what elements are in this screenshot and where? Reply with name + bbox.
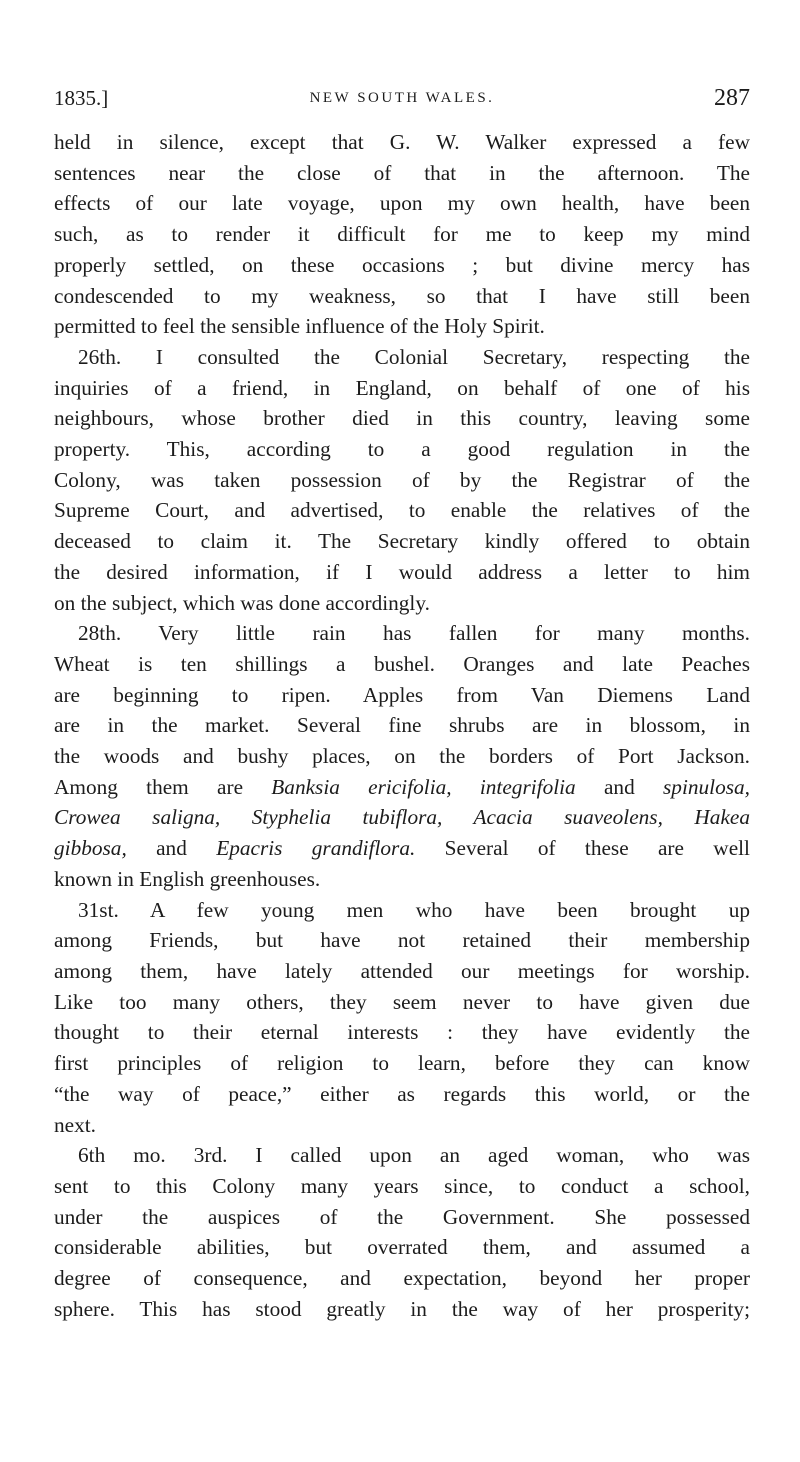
text-line: first principles of religion to learn, before they can know bbox=[54, 1051, 750, 1076]
header-year: 1835.] bbox=[54, 86, 109, 110]
running-head bbox=[54, 80, 750, 116]
text-line: property. This, according to a good regulation in the bbox=[54, 437, 750, 462]
species-names: Banksia ericifolia, integrifolia bbox=[271, 774, 576, 799]
text-line: the woods and bushy places, on the borders of Port Jackson. bbox=[54, 744, 750, 769]
text-line: next. bbox=[54, 1112, 96, 1137]
text-line: on the subject, which was done accordingly. bbox=[54, 590, 430, 615]
text-line: inquiries of a friend, in England, on behalf of one of his bbox=[54, 375, 750, 400]
text-line: deceased to claim it. The Secretary kindly offered to obtain bbox=[54, 529, 750, 554]
text-line: Supreme Court, and advertised, to enable the relatives of the bbox=[54, 498, 750, 523]
text-line: sphere. This has stood greatly in the way of her prosperity; bbox=[54, 1296, 750, 1321]
text-line: under the auspices of the Government. She possessed bbox=[54, 1204, 750, 1229]
species-name: gibbosa, bbox=[54, 836, 127, 861]
text-line: sentences near the close of that in the afternoon. The bbox=[54, 160, 750, 185]
paragraph-1 bbox=[54, 127, 750, 342]
text-line: neighbours, whose brother died in this country, leaving some bbox=[54, 406, 750, 431]
species-names: Crowea saligna, Styphelia tubiflora, Acacia suaveolens, Hakea bbox=[54, 805, 750, 830]
text-line: properly settled, on these occasions ; but divine mercy has bbox=[54, 252, 750, 277]
body-text bbox=[54, 127, 750, 1324]
text-run: Several of these are well bbox=[415, 836, 750, 861]
text-line: thought to their eternal interests : they have evidently the bbox=[54, 1020, 750, 1045]
text-line: the desired information, if I would address a letter to him bbox=[54, 559, 750, 584]
text-line: Like too many others, they seem never to have given due bbox=[54, 989, 750, 1014]
paragraph-28th bbox=[54, 618, 750, 894]
text-line-species bbox=[54, 833, 750, 864]
text-line: effects of our late voyage, upon my own health, have been bbox=[54, 191, 750, 216]
paragraph-31st bbox=[54, 895, 750, 1141]
text-line: Colony, was taken possession of by the Registrar of the bbox=[54, 467, 750, 492]
text-line: Wheat is ten shillings a bushel. Oranges and late Peaches bbox=[54, 651, 750, 676]
paragraph-26th bbox=[54, 342, 750, 618]
page-number: 287 bbox=[714, 85, 750, 111]
text-line: 6th mo. 3rd. I called upon an aged woman, who was bbox=[78, 1143, 750, 1168]
text-line: among them, have lately attended our meetings for worship. bbox=[54, 958, 750, 983]
text-line-species bbox=[54, 802, 750, 833]
text-run: Among them are bbox=[54, 774, 272, 799]
text-run: and bbox=[575, 774, 664, 799]
text-line: considerable abilities, but overrated them, and assumed a bbox=[54, 1235, 750, 1260]
text-line: 26th. I consulted the Colonial Secretary, respecting the bbox=[78, 344, 750, 369]
text-line: “the way of peace,” either as regards this world, or the bbox=[54, 1081, 750, 1106]
text-line: condescended to my weakness, so that I have still been bbox=[54, 283, 750, 308]
text-line: are beginning to ripen. Apples from Van Diemens Land bbox=[54, 682, 750, 707]
text-line: permitted to feel the sensible influence of the Holy Spirit. bbox=[54, 314, 545, 339]
text-line: known in English greenhouses. bbox=[54, 866, 321, 891]
header-title: NEW SOUTH WALES. bbox=[309, 90, 495, 106]
text-line: are in the market. Several fine shrubs are in blossom, in bbox=[54, 713, 750, 738]
text-line: sent to this Colony many years since, to conduct a school, bbox=[54, 1173, 750, 1198]
text-line: 28th. Very little rain has fallen for many months. bbox=[78, 621, 750, 646]
text-line: among Friends, but have not retained their membership bbox=[54, 928, 750, 953]
species-name: Epacris grandiflora. bbox=[216, 836, 416, 861]
species-name: spinulosa, bbox=[663, 774, 750, 799]
paragraph-6th-mo-3rd bbox=[54, 1140, 750, 1324]
text-line: 31st. A few young men who have been brought up bbox=[78, 897, 750, 922]
text-line: such, as to render it difficult for me to keep my mind bbox=[54, 222, 750, 247]
text-line: degree of consequence, and expectation, beyond her proper bbox=[54, 1266, 750, 1291]
text-line-species bbox=[54, 772, 750, 803]
text-run: and bbox=[126, 836, 217, 861]
text-line: held in silence, except that G. W. Walker expressed a few bbox=[54, 130, 750, 154]
